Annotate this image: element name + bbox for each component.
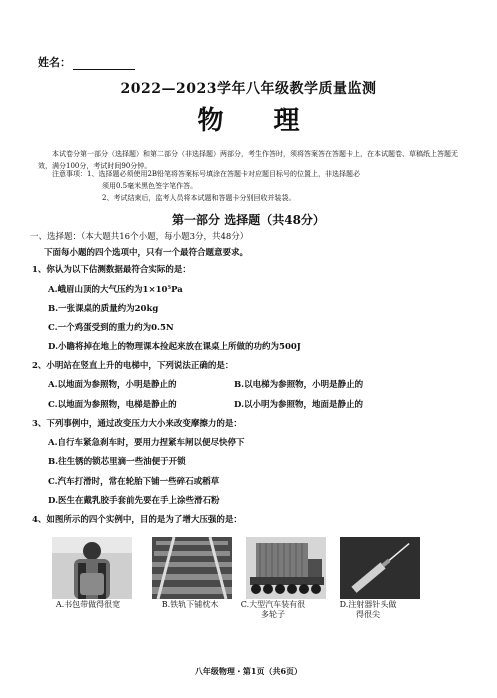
question-3-stem: 3、下列事例中，通过改变压力大小来改变摩擦力的是： bbox=[32, 419, 242, 429]
exam-intro: 本试卷分第一部分（选择题）和第二部分（非选择题）两部分，考生作答时，须将答案答在答题卡上，在本试题卷、草稿纸上答题无效，满分100分，考试时间90分钟。 bbox=[38, 150, 458, 170]
question-1-stem: 1、你认为以下估测数据最符合实际的是： bbox=[32, 265, 191, 275]
question-2-stem: 2、小明站在竖直上升的电梯中，下列说法正确的是： bbox=[32, 361, 234, 371]
name-field bbox=[38, 54, 135, 70]
question-3-option-d: D.医生在戴乳胶手套前先要在手上涂些滑石粉 bbox=[48, 496, 220, 506]
subject-title: 物理 bbox=[197, 106, 350, 136]
name-label: 姓名： bbox=[38, 56, 71, 69]
question-1-option-a: A.峨眉山顶的大气压约为1×10⁵Pa bbox=[48, 285, 183, 295]
question-4-photos bbox=[46, 537, 466, 601]
caption-d: D.注射器针头做得很尖 bbox=[339, 600, 397, 619]
exam-note-2: 2、考试结束后，监考人员将本试题和答题卡分别回收并装袋。 bbox=[102, 194, 296, 202]
question-3-option-b: B.往生锈的锁芯里滴一些油便于开锁 bbox=[48, 457, 186, 467]
railway-photo bbox=[152, 537, 232, 599]
question-3-option-c: C.汽车打滑时，常在轮胎下铺一些碎石或稻草 bbox=[48, 477, 220, 487]
heavy-truck-photo bbox=[246, 537, 326, 599]
schoolbag-photo bbox=[52, 537, 132, 599]
question-4-stem: 4、如图所示的四个实例中，目的是为了增大压强的是： bbox=[32, 515, 242, 525]
section-heading: 一、选择题：（本大题共16个小题，每小题3分，共48分） bbox=[30, 232, 249, 242]
question-1-option-c: C.一个鸡蛋受到的重力约为0.5N bbox=[48, 323, 174, 333]
section-title: 第一部分 选择题（共48分） bbox=[172, 213, 325, 227]
exam-note-1: 注意事项：1、选择题必须使用2B铅笔将答案标号填涂在答题卡对应题目标号的位置上，非选择题必 bbox=[52, 170, 361, 178]
caption-a: A.书包带做得很宽 bbox=[55, 600, 121, 609]
page-footer: 八年级物理・第1页（共6页） bbox=[194, 666, 303, 676]
question-3-option-a: A.自行车紧急刹车时，要用力捏紧车闸以便尽快停下 bbox=[48, 438, 245, 448]
question-1-option-b: B.一张课桌的质量约为20kg bbox=[48, 304, 159, 314]
section-subheading: 下面每小题的四个选项中，只有一个最符合题意要求。 bbox=[44, 248, 249, 258]
question-1-option-d: D.小瞻将掉在地上的物理课本捡起来放在课桌上所做的功约为500J bbox=[48, 342, 301, 352]
exam-note-1-cont: 须用0.5毫米黑色签字笔作答。 bbox=[102, 182, 198, 190]
name-blank-line bbox=[73, 58, 135, 70]
caption-c: C.大型汽车装有很多轮子 bbox=[240, 600, 306, 619]
question-2-option-d: D.以小明为参照物，地面是静止的 bbox=[234, 400, 364, 410]
question-2-option-c: C.以地面为参照物，电梯是静止的 bbox=[48, 400, 177, 410]
caption-b: B.铁轨下铺枕木 bbox=[161, 600, 219, 609]
question-2-option-b: B.以电梯为参照物，小明是静止的 bbox=[234, 380, 364, 390]
syringe-needle-photo bbox=[340, 537, 420, 599]
question-2-option-a: A.以地面为参照物，小明是静止的 bbox=[48, 380, 177, 390]
exam-title: 2022—2023学年八年级教学质量监测 bbox=[120, 81, 377, 97]
